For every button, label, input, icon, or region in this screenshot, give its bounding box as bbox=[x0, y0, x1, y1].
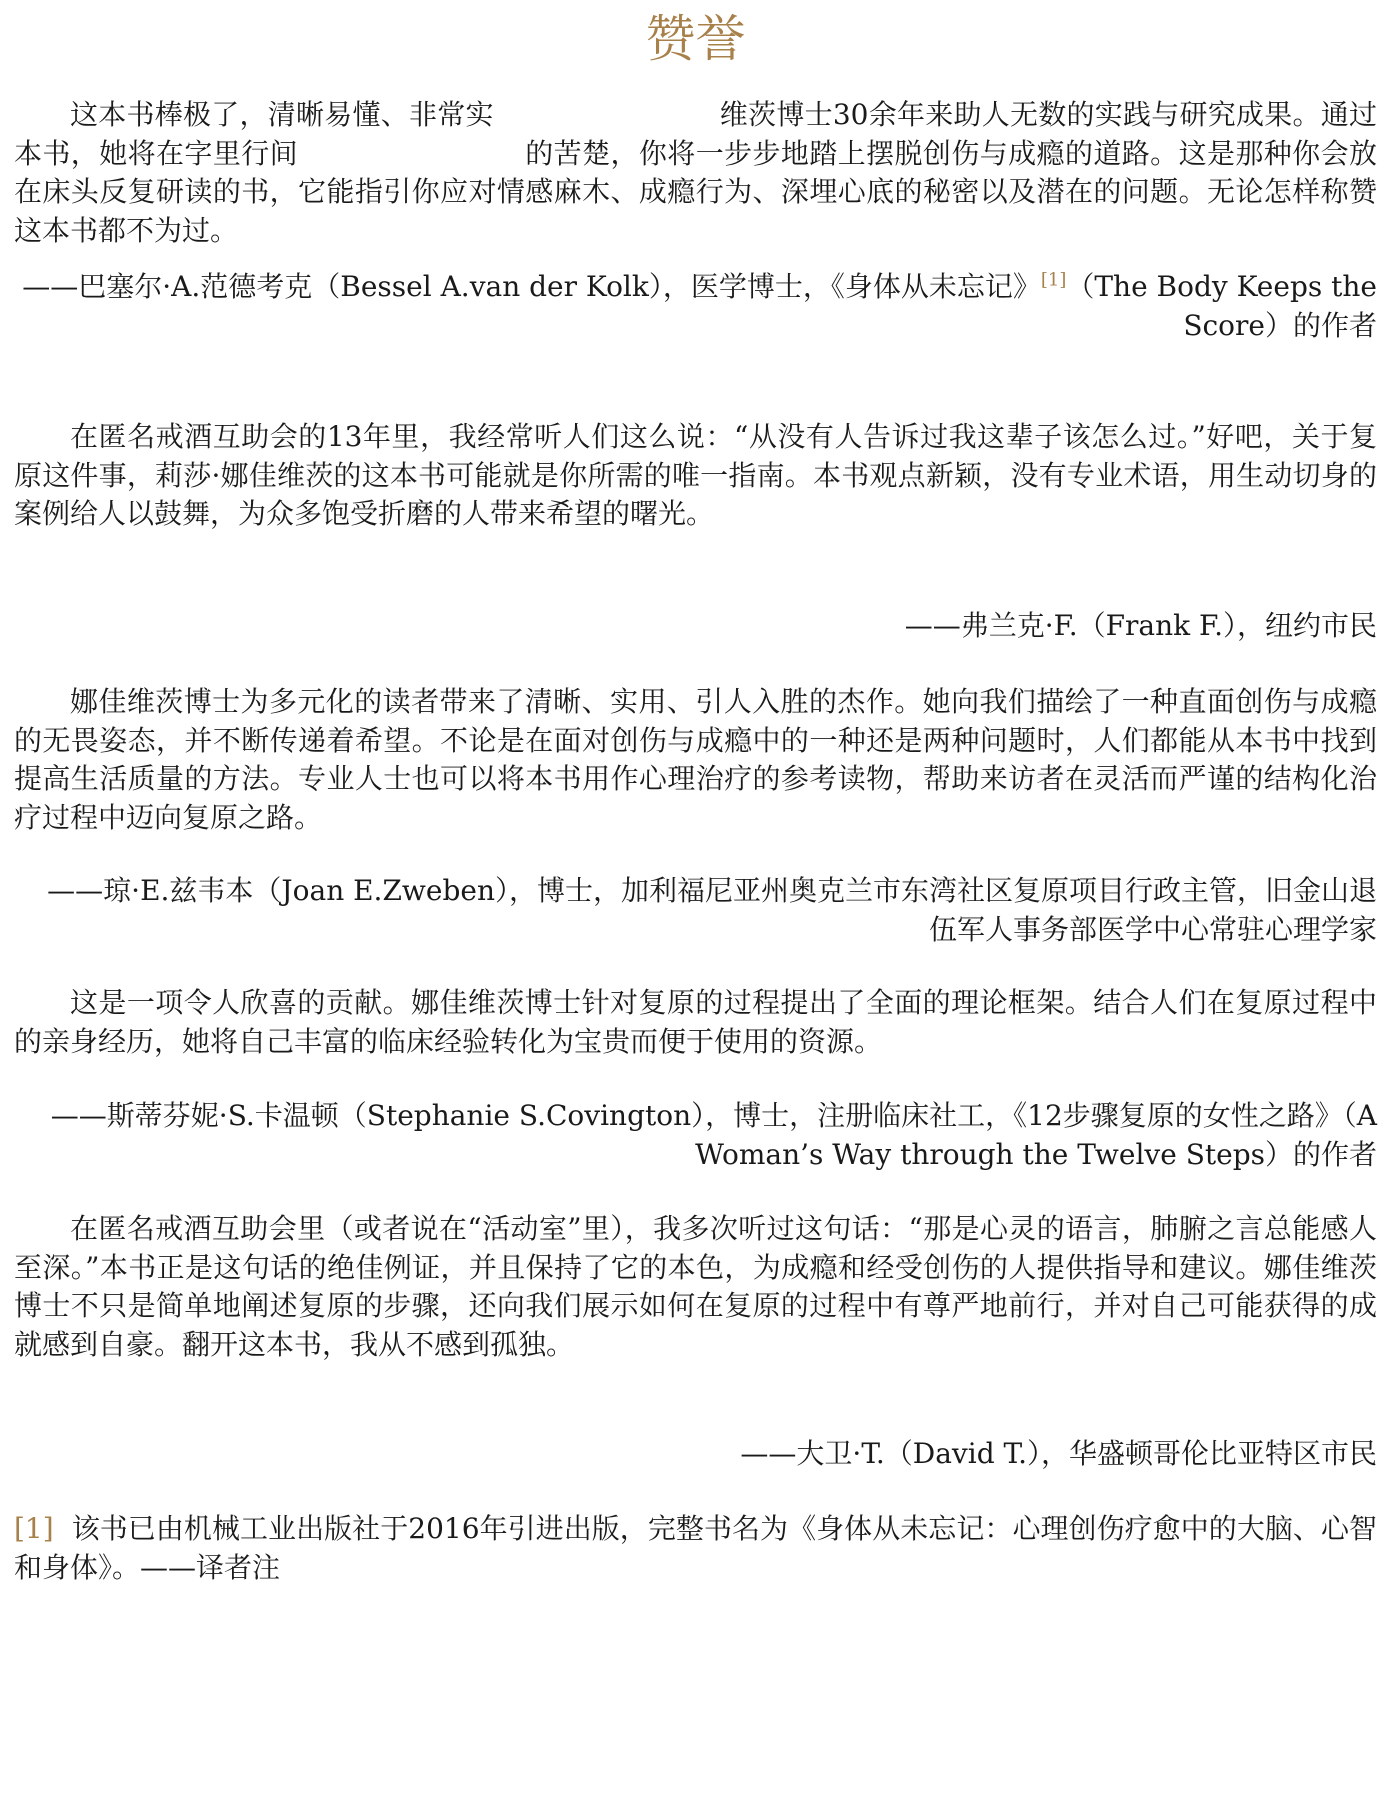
endorsement-attribution: ——琼·E.兹韦本（Joan E.Zweben），博士，加利福尼亚州奥克兰市东湾社区复原项目行政主管，旧金山退伍军人事务部医学中心常驻心理学家 bbox=[47, 874, 1377, 946]
footnote-backlink[interactable]: [1] bbox=[14, 1512, 54, 1545]
page-title: 赞誉 bbox=[645, 10, 746, 68]
footnote bbox=[14, 1510, 1377, 1587]
endorsement-text: 这本书棒极了，清晰易懂、非常实 维茨博士30余年来助人无数的实践与研究成果。通过本书，她将在字里行间 的苦楚，你将一步步地踏上摆脱创伤与成瘾的道路。这是那种你会放在床头反复研读的书，它能指引你应对情感麻木、成瘾行为、深埋心底的秘密以及潜在的问题。无论怎样称赞这本书都不为过。 bbox=[14, 98, 1377, 247]
footnote-reference-link[interactable]: [1] bbox=[1040, 269, 1067, 291]
footnote-text: 该书已由机械工业出版社于2016年引进出版，完整书名为《身体从未忘记：心理创伤疗愈中的大脑、心智和身体》。——译者注 bbox=[14, 1512, 1377, 1584]
endorsement-attribution: ——大卫·T.（David T.），华盛顿哥伦比亚特区市民 bbox=[740, 1437, 1377, 1470]
attribution-text-continued: （The Body Keeps the Score）的作者 bbox=[1066, 270, 1377, 342]
endorsement-attribution: ——弗兰克·F.（Frank F.），纽约市民 bbox=[904, 609, 1377, 642]
endorsement-text: 在匿名戒酒互助会里（或者说在“活动室”里），我多次听过这句话：“那是心灵的语言，肺腑之言总能感人至深。”本书正是这句话的绝佳例证，并且保持了它的本色，为成瘾和经受创伤的人提供指导和建议。娜佳维茨博士不只是简单地阐述复原的步骤，还向我们展示如何在复原的过程中有尊严地前行，并对自己可能获得的成就感到自豪。翻开这本书，我从不感到孤独。 bbox=[14, 1212, 1377, 1361]
attribution-text: ——巴塞尔·A.范德考克（Bessel A.van der Kolk），医学博士，《身体从未忘记》 bbox=[22, 270, 1041, 303]
endorsement-text: 这是一项令人欣喜的贡献。娜佳维茨博士针对复原的过程提出了全面的理论框架。结合人们在复原过程中的亲身经历，她将自己丰富的临床经验转化为宝贵而便于使用的资源。 bbox=[14, 986, 1377, 1058]
endorsement-text: 娜佳维茨博士为多元化的读者带来了清晰、实用、引人入胜的杰作。她向我们描绘了一种直面创伤与成瘾的无畏姿态，并不断传递着希望。不论是在面对创伤与成瘾中的一种还是两种问题时，人们都能从本书中找到提高生活质量的方法。专业人士也可以将本书用作心理治疗的参考读物，帮助来访者在灵活而严谨的结构化治疗过程中迈向复原之路。 bbox=[14, 685, 1377, 834]
endorsement-text: 在匿名戒酒互助会的13年里，我经常听人们这么说：“从没有人告诉过我这辈子该怎么过。”好吧，关于复原这件事，莉莎·娜佳维茨的这本书可能就是你所需的唯一指南。本书观点新颖，没有专业术语，用生动切身的案例给人以鼓舞，为众多饱受折磨的人带来希望的曙光。 bbox=[14, 420, 1377, 530]
endorsement-attribution bbox=[14, 268, 1377, 345]
endorsement-attribution: ——斯蒂芬妮·S.卡温顿（Stephanie S.Covington），博士，注册临床社工，《12步骤复原的女性之路》（A Woman’s Way through the Twelve Steps）的作者 bbox=[50, 1099, 1377, 1171]
